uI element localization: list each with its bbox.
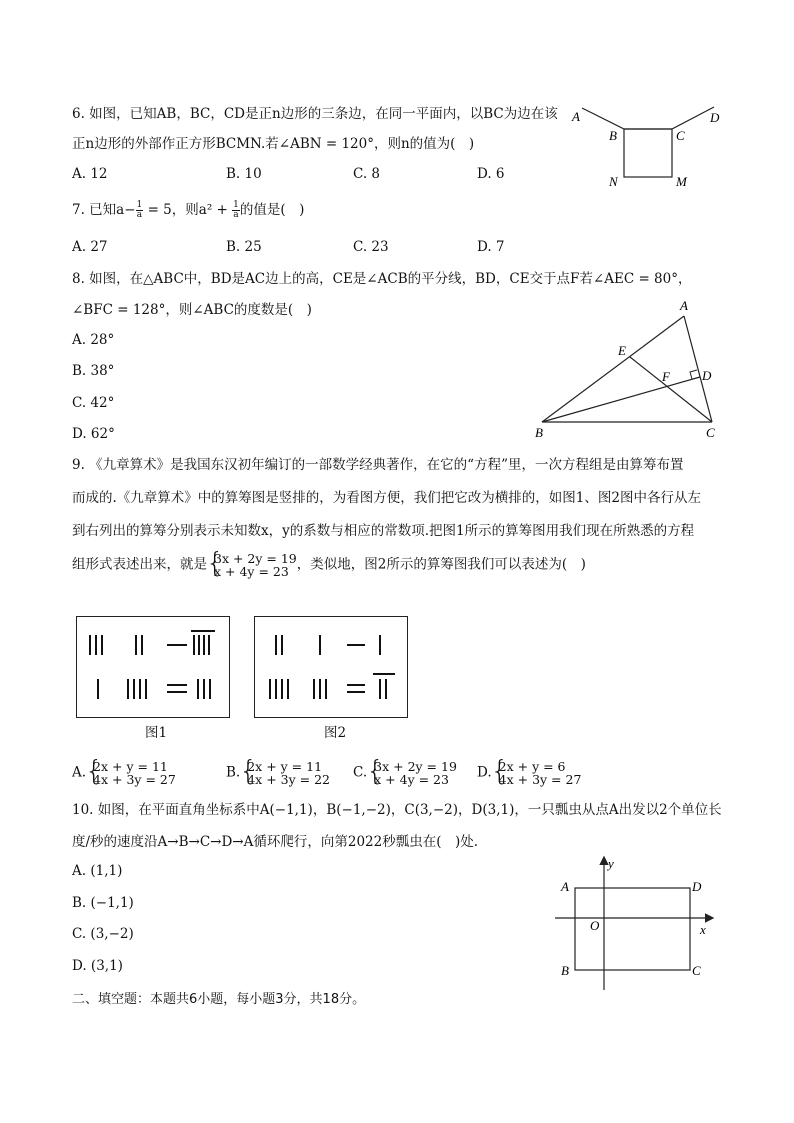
q6-label-d: D	[710, 110, 720, 125]
q8-label-d: D	[702, 368, 712, 383]
q10-line1: 10. 如图，在平面直角坐标系中A(−1,1)，B(−1,−2)，C(3,−2)，D(3,1)，一只瓢虫从点A出发以2个单位长	[72, 802, 722, 818]
q8-label-c: C	[706, 425, 715, 440]
q10-label-a: A	[561, 879, 569, 894]
q9-option-d-eq1: { 2x + y = 6	[498, 759, 566, 774]
q7-mid: = 5，则a² +	[143, 202, 233, 218]
q9-option-b-eq2: 4x + 3y = 22	[247, 772, 330, 787]
q8-line2: ∠BFC = 128°，则∠ABC的度数是( )	[72, 302, 312, 318]
q7-option-a[interactable]: A. 27	[72, 239, 108, 255]
q6-line1: 6. 如图，已知AB，BC，CD是正n边形的三条边，在同一平面内，以BC为边在该	[72, 106, 558, 122]
q7-frac-num-2: 1	[233, 200, 239, 210]
q9-example-eq2: x + 4y = 23	[214, 564, 289, 579]
q7-fraction-2	[232, 201, 240, 220]
fig1-caption: 图1	[145, 725, 168, 741]
q9-option-b-eq1: { 2x + y = 11	[247, 759, 323, 774]
q9-option-a[interactable]	[72, 760, 176, 786]
q7-stem	[72, 200, 304, 220]
q9-option-c-label: C.	[353, 764, 368, 781]
q10-label-d: D	[692, 879, 702, 894]
q6-label-c: C	[676, 128, 685, 143]
q6-label-m: M	[676, 174, 687, 189]
counting-rod-figure-1	[76, 616, 230, 718]
q9-line1: 9. 《九章算术》是我国东汉初年编订的一部数学经典著作，在它的“方程”里，一次方程组是由算筹布置	[72, 457, 684, 473]
fig2-caption: 图2	[324, 725, 347, 741]
q6-label-a: A	[572, 109, 580, 124]
q9-example-system	[207, 552, 297, 578]
q9-example-eq1: { 3x + 2y = 19	[214, 551, 297, 566]
q9-line3: 到右列出的算筹分别表示未知数x，y的系数与相应的常数项.把图1所示的算筹图用我们现在所熟悉的方程	[72, 523, 695, 539]
q6-option-d[interactable]: D. 6	[477, 166, 505, 182]
q9-option-c-eq2: x + 4y = 23	[374, 772, 449, 787]
q9-option-d-label: D.	[477, 764, 492, 781]
q7-option-c[interactable]: C. 23	[353, 239, 389, 255]
q7-option-b[interactable]: B. 25	[226, 239, 262, 255]
q7-prefix: 7. 已知a−	[72, 202, 136, 218]
section-2-heading: 二、填空题：本题共6小题，每小题3分，共18分。	[72, 992, 366, 1007]
q8-triangle-figure	[530, 296, 730, 442]
q8-label-b: B	[535, 425, 543, 440]
q8-option-d[interactable]: D. 62°	[72, 426, 115, 442]
q10-coordinate-figure	[550, 852, 730, 994]
q10-option-c[interactable]: C. (3,−2)	[72, 926, 134, 942]
q6-label-n: N	[609, 174, 618, 189]
q7-suffix: 的值是( )	[239, 202, 305, 218]
q9-option-b-system	[240, 760, 330, 786]
q10-label-c: C	[692, 963, 701, 978]
q9-line2: 而成的.《九章算术》中的算筹图是竖排的，为看图方便，我们把它改为横排的，如图1、图2图中各行从左	[72, 490, 701, 506]
q8-label-a: A	[680, 298, 688, 313]
q7-frac-den-1: a	[136, 210, 143, 220]
q9-line4-suffix: ，类似地，图2所示的算筹图我们可以表述为( )	[296, 556, 586, 573]
q9-line4	[72, 552, 586, 578]
q6-option-c[interactable]: C. 8	[353, 166, 381, 182]
q9-option-b-label: B.	[226, 764, 241, 781]
q10-label-b: B	[561, 963, 569, 978]
q8-option-c[interactable]: C. 42°	[72, 395, 115, 411]
q9-option-d-eq2: 4x + 3y = 27	[498, 772, 582, 787]
q9-option-c-eq1: { 3x + 2y = 19	[374, 759, 457, 774]
q6-polygon-figure	[566, 98, 726, 194]
q10-option-d[interactable]: D. (3,1)	[72, 958, 123, 974]
q10-line2: 度/秒的速度沿A→B→C→D→A循环爬行，向第2022秒瓢虫在( )处.	[72, 834, 479, 850]
q9-option-c[interactable]	[353, 760, 457, 786]
q10-option-a[interactable]: A. (1,1)	[72, 863, 123, 879]
q10-label-x: x	[700, 922, 706, 937]
q10-label-y: y	[608, 856, 614, 871]
q9-option-a-eq2: 4x + 3y = 27	[93, 772, 176, 787]
q9-option-a-system	[86, 760, 176, 786]
q8-label-e: E	[618, 343, 626, 358]
q7-frac-den-2: a	[233, 210, 239, 220]
q8-option-a[interactable]: A. 28°	[72, 332, 115, 348]
q10-label-origin: O	[590, 918, 600, 933]
q8-label-f: F	[662, 369, 670, 384]
q9-line4-prefix: 组形式表述出来，就是	[72, 556, 207, 573]
q9-option-b[interactable]	[226, 760, 330, 786]
q9-option-a-label: A.	[72, 764, 87, 781]
q6-option-b[interactable]: B. 10	[226, 166, 262, 182]
q8-line1: 8. 如图，在△ABC中，BD是AC边上的高，CE是∠ACB的平分线，BD，CE交于点F若∠AEC = 80°，	[72, 271, 692, 287]
q9-option-c-system	[367, 760, 457, 786]
counting-rod-figure-2	[254, 616, 408, 718]
q6-label-b: B	[609, 128, 617, 143]
q10-option-b[interactable]: B. (−1,1)	[72, 895, 134, 911]
q9-option-d[interactable]	[477, 760, 581, 786]
q7-frac-num-1: 1	[136, 200, 143, 210]
q6-option-a[interactable]: A. 12	[72, 166, 108, 182]
q7-option-d[interactable]: D. 7	[477, 239, 505, 255]
q6-line2: 正n边形的外部作正方形BCMN.若∠ABN = 120°，则n的值为( )	[72, 136, 475, 152]
q8-option-b[interactable]: B. 38°	[72, 363, 115, 379]
q9-option-a-eq1: { 2x + y = 11	[93, 759, 168, 774]
q9-option-d-system	[492, 760, 582, 786]
